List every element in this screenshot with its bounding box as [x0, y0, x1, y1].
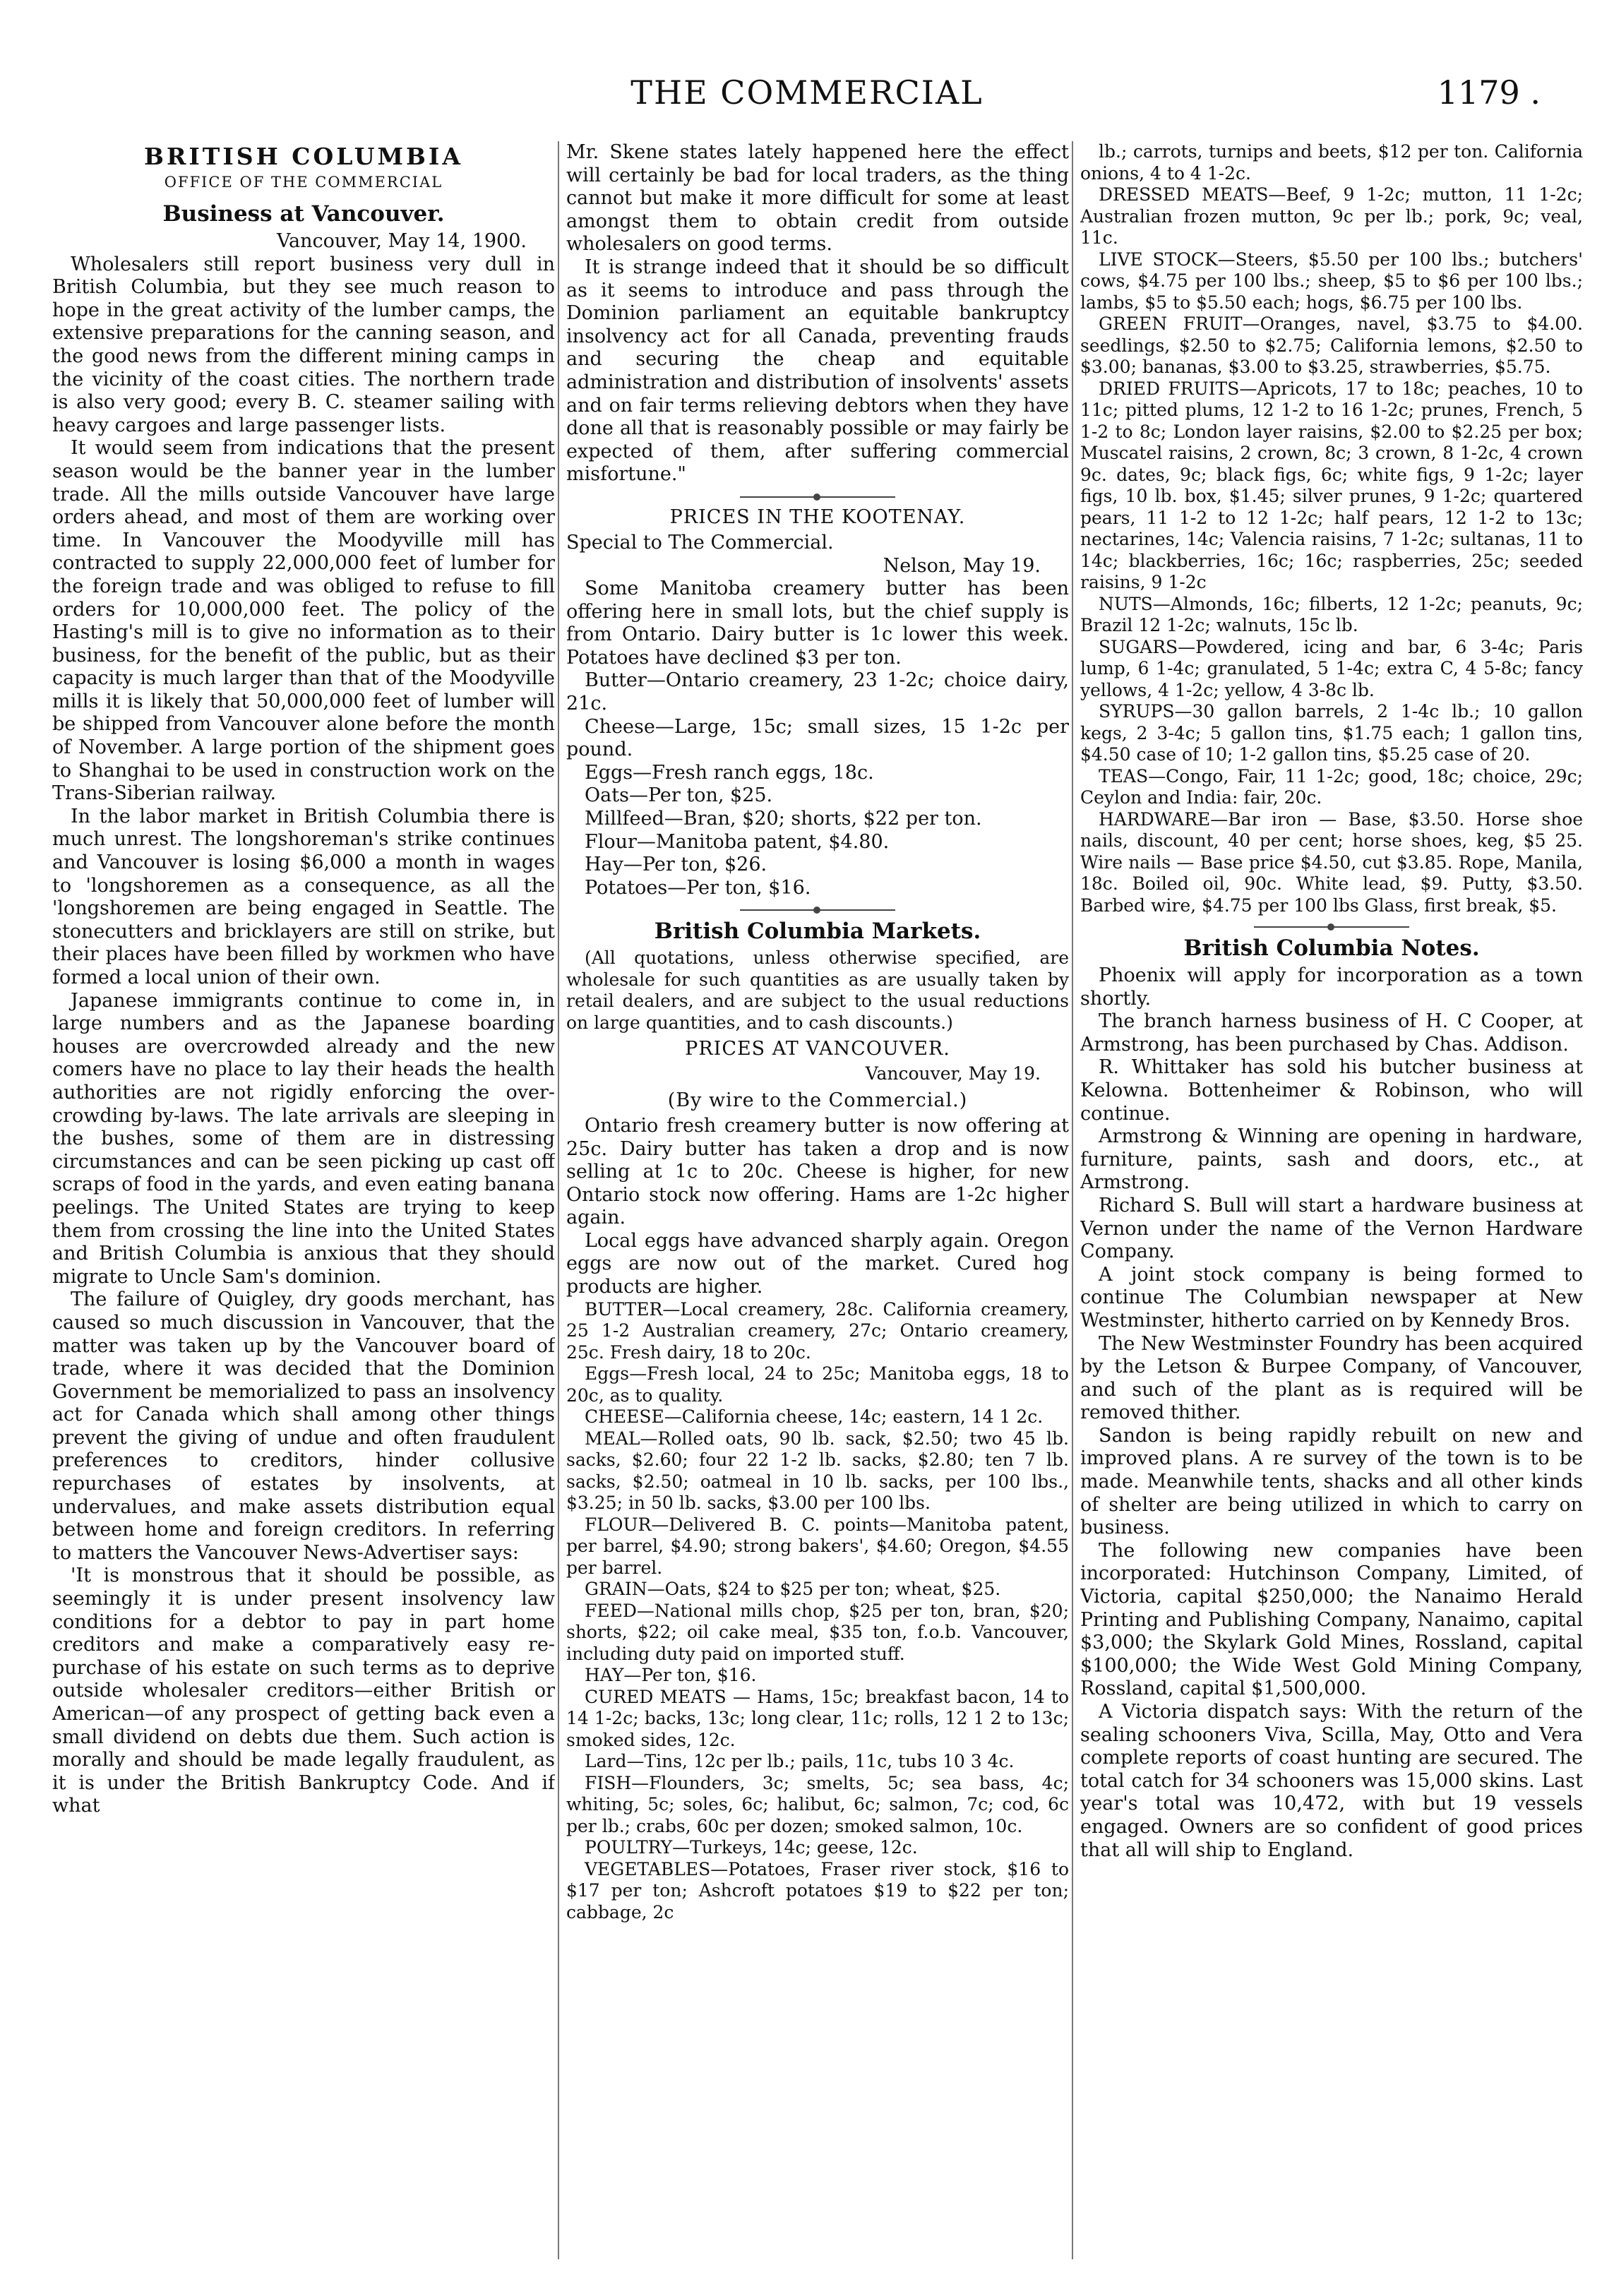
paragraph: Japanese immigrants continue to come in, in large numbers and as the Japanese boarding houses are overcrowded already and the new comers have no place to lay their heads the health authorities are not rigidly enforcing the over-crowding by-laws. The late arrivals are sleeping in the bushes, some of them are in distressing circumstances and can be seen picking up cast off scraps of food in the yards, and even eating banana peelings. The United States are trying to keep them from crossing the line into the United States and British Columbia is anxious that they should migrate to Uncle Sam's dominion.	[52, 989, 555, 1288]
column-2	[566, 141, 1069, 2273]
price-item: Millfeed—Bran, $20; shorts, $22 per ton.	[585, 808, 982, 830]
page-number: 1179 .	[1437, 73, 1541, 112]
market-item: NUTS—Almonds, 16c; filberts, 12 1-2c; peanuts, 9c; Brazil 12 1-2c; walnuts, 15c lb.	[1080, 593, 1583, 635]
running-head	[0, 68, 1614, 117]
column-rule	[558, 141, 559, 2259]
section-divider	[740, 909, 895, 911]
market-item: TEAS—Congo, Fair, 11 1-2c; good, 18c; choice, 29c; Ceylon and India: fair, 20c.	[1080, 765, 1583, 808]
markets-title: British Columbia Markets.	[654, 919, 981, 945]
paragraph: Ontario fresh creamery butter is now offering at 25c. Dairy butter has taken a drop and is now selling at 1c to 20c. Cheese is higher, for new Ontario stock now offering. Hams are 1-2c higher again.	[566, 1114, 1069, 1229]
market-item: lb.; carrots, turnips and beets, $12 per ton. California onions, 4 to 4 1-2c.	[1080, 141, 1583, 184]
section-title: BRITISH COLUMBIA	[144, 143, 463, 170]
section-divider	[1254, 926, 1409, 928]
market-item: DRIED FRUITS—Apricots, 17 to 18c; peaches, 10 to 11c; pitted plums, 12 1-2 to 16 1-2c; prunes, French, 5 1-2 to 8c; London layer raisins, $2.00 to $2.25 per box; Muscatel raisins, 2 crown, 8c; 3 crown, 8 1-2c, 4 crown 9c. dates, 9c; black figs, 6c; white figs, 9 1-2c; layer figs, 10 lb. box, $1.45; silver prunes, 9 1-2c; quartered pears, 11 1-2 to 12 1-2c; half pears, 12 1-2 to 13c; nectarines, 14c; Valencia raisins, 7 1-2c; sultanas, 11 to 14c; blackberries, 16c; 16c; raspberries, 25c; seeded raisins, 9 1-2c	[1080, 378, 1583, 592]
column-1	[52, 141, 555, 2273]
section-subtitle: OFFICE OF THE COMMERCIAL	[164, 174, 443, 191]
price-item: Hay—Per ton, $26.	[585, 854, 767, 876]
paragraph: In the labor market in British Columbia there is much unrest. The longshoreman's strike continues and Vancouver is losing $6,000 a month in wages to 'longshoremen as a consequence, as all the 'longshoremen are being engaged in Seattle. The stonecutters and bricklayers are still on strike, but their places have been filled by workmen who have formed a local union of their own.	[52, 805, 555, 988]
market-item: GRAIN—Oats, $24 to $25 per ton; wheat, $25.	[585, 1579, 1001, 1600]
paragraph: Local eggs have advanced sharply again. Oregon eggs are now out of the market. Cured hog products are higher.	[566, 1229, 1069, 1298]
paragraph: Some Manitoba creamery butter has been offering here in small lots, but the chief supply is from Ontario. Dairy butter is 1c lower this week. Potatoes have declined $3 per ton.	[566, 578, 1069, 669]
price-item: Flour—Manitoba patent, $4.80.	[585, 830, 890, 853]
paragraph: Wholesalers still report business very dull in British Columbia, but they see much reason to hope in the great activity of the lumber camps, the extensive preparations for the canning season, and the good news from the different mining camps in the vicinity of the coast cities. The northern trade is also very good; every B. C. steamer sailing with heavy cargoes and large passenger lists.	[52, 253, 555, 436]
price-item: Potatoes—Per ton, $16.	[585, 876, 811, 899]
column-rule	[1072, 141, 1073, 2259]
market-item: POULTRY—Turkeys, 14c; geese, 12c.	[585, 1837, 918, 1858]
dateline: Vancouver, May 14, 1900.	[276, 230, 527, 252]
market-item: LIVE STOCK—Steers, $5.50 per 100 lbs.; butchers' cows, $4.75 per 100 lbs.; sheep, $5 to $6 per 100 lbs.; lambs, $5 to $5.50 each; hogs, $6.75 per 100 lbs.	[1080, 249, 1583, 313]
market-item: FEED—National mills chop, $25 per ton, bran, $20; shorts, $22; oil cake meal, $35 ton, f.o.b. Vancouver, including duty paid on imported stuff.	[566, 1600, 1069, 1664]
market-item: FLOUR—Delivered B. C. points—Manitoba patent, per barrel, $4.90; strong bakers', $4.60; Oregon, $4.55 per barrel.	[566, 1514, 1069, 1578]
wire-line: (By wire to the Commercial.)	[667, 1089, 968, 1111]
paragraph: It is strange indeed that it should be so difficult as it seems to introduce and pass through the Dominion parliament an equitable bankruptcy insolvency act for all Canada, preventing frauds and securing the cheap and equitable administration and distribution of insolvents' assets and on fair terms relieving debtors when they have done all that is reasonably possible or may fairly be expected of them, after suffering commercial misfortune."	[566, 256, 1069, 486]
column-3	[1080, 141, 1583, 2273]
paragraph: It would seem from indications that the present season would be the banner year in the lumber trade. All the mills outside Vancouver have large orders ahead, and most of them are working over time. In Vancouver the Moodyville mill has contracted to supply 22,000,000 feet of lumber for the foreign trade and was obliged to refuse to fill orders for 10,000,000 feet. The policy of the Hasting's mill is to give no information as to their business, for the benefit of the public, but as their capacity is much larger than that of the Moodyville mills it is likely that 50,000,000 feet of lumber will be shipped from Vancouver alone before the month of November. A large portion of the shipment goes to Shanghai to be used in construction work on the Trans-Siberian railway.	[52, 437, 555, 805]
paragraph: 'It is monstrous that it should be possible, as seemingly it is under present insolvency law conditions for a debtor to pay in part home creditors and make a comparatively easy re-purchase of his estate on such terms as to deprive outside wholesaler creditors—either British or American—of any prospect of getting back even a small dividend on debts due them. Such action is morally and should be made legally fraudulent, as it is under the British Bankruptcy Code. And if what	[52, 1565, 555, 1817]
markets-note: (All quotations, unless otherwise specified, are wholesale for such quantities as are usually taken by retail dealers, and are subject to the usual reductions on large quantities, and to cash discounts.)	[566, 947, 1069, 1033]
note: Armstrong & Winning are opening in hardware, furniture, paints, sash and doors, etc., at Armstrong.	[1080, 1125, 1583, 1194]
market-item: CURED MEATS — Hams, 15c; breakfast bacon, 14 to 14 1-2c; backs, 13c; long clear, 11c; rolls, 12 1 2 to 13c; smoked sides, 12c.	[566, 1686, 1069, 1750]
note: The following new companies have been incorporated: Hutchinson Company, Limited, of Victoria, capital $250,000; the Nanaimo Herald Printing and Publishing Company, Nanaimo, capital $3,000; the Skylark Gold Mines, Rossland, capital $100,000; the Wide West Gold Mining Company, Rossland, capital $1,500,000.	[1080, 1539, 1583, 1700]
market-item: BUTTER—Local creamery, 28c. California creamery, 25 1-2 Australian creamery, 27c; Ontario creamery, 25c. Fresh dairy, 18 to 20c.	[566, 1298, 1069, 1363]
market-item: MEAL—Rolled oats, 90 lb. sack, $2.50; two 45 lb. sacks, $2.60; four 22 1-2 lb. sacks, $2.80; ten 7 lb. sacks, $2.50; oatmeal in 10 lb. sacks, per 100 lbs., $3.25; in 50 lb. sacks, $3.00 per 100 lbs.	[566, 1428, 1069, 1514]
market-item: FISH—Flounders, 3c; smelts, 5c; sea bass, 4c; whiting, 5c; soles, 6c; halibut, 6c; salmon, 7c; cod, 6c per lb.; crabs, 60c per dozen; smoked salmon, 10c.	[566, 1772, 1069, 1836]
market-items-continued	[1080, 141, 1583, 916]
note: Phoenix will apply for incorporation as a town shortly.	[1080, 964, 1583, 1010]
notes-title: British Columbia Notes.	[1183, 935, 1480, 961]
markets-subhead: PRICES AT VANCOUVER.	[685, 1038, 950, 1060]
note: R. Whittaker has sold his butcher business at Kelowna. Bottenheimer & Robinson, who will continue.	[1080, 1056, 1583, 1125]
market-item: SYRUPS—30 gallon barrels, 2 1-4c lb.; 10 gallon kegs, 2 3-4c; 5 gallon tins, $1.75 each; 1 gallon tins, $4.50 case of 10; 1-2 gallon tins, $5.25 case of 20.	[1080, 701, 1583, 765]
market-items	[566, 1299, 1069, 1924]
market-item: Lard—Tins, 12c per lb.; pails, 11c, tubs 10 3 4c.	[585, 1751, 1015, 1772]
kootenay-title: PRICES IN THE KOOTENAY.	[669, 506, 966, 528]
article-title: Business at Vancouver.	[162, 201, 445, 227]
market-item: HAY—Per ton, $16.	[585, 1665, 757, 1686]
publication-title: THE COMMERCIAL	[630, 73, 984, 112]
price-item: Cheese—Large, 15c; small sizes, 15 1-2c per pound.	[566, 715, 1069, 761]
note: Sandon is being rapidly rebuilt on new and improved plans. A re survey of the town is to be made. Meanwhile tents, shacks and all other kinds of shelter are being utilized in which to carry on business.	[1080, 1424, 1583, 1539]
section-divider	[740, 496, 895, 498]
paragraph: Mr. Skene states lately happened here the effect will certainly be bad for local traders, as the thing cannot but make it more difficult for some at least amongst them to obtain credit from outside wholesalers on good terms.	[566, 141, 1069, 256]
note: A joint stock company is being formed to continue The Columbian newspaper at New Westminster, hitherto carried on by Kennedy Bros.	[1080, 1263, 1583, 1332]
market-item: GREEN FRUIT—Oranges, navel, $3.75 to $4.00. seedlings, $2.50 to $2.75; California lemons, $2.50 to $3.00; bananas, $3.00 to $3.25, strawberries, $5.75.	[1080, 313, 1583, 377]
price-item: Eggs—Fresh ranch eggs, 18c.	[585, 761, 874, 784]
market-item: CHEESE—California cheese, 14c; eastern, 14 1 2c.	[585, 1406, 1044, 1428]
paragraph: The failure of Quigley, dry goods merchant, has caused so much discussion in Vancouver, that the matter was taken up by the Vancouver board of trade, where it was decided that the Dominion Government be memorialized to pass an insolvency act for Canada which shall among other things prevent the giving of undue and often fraudulent preferences to creditors, hinder collusive repurchases of estates by insolvents, at undervalues, and make assets distribution equal between home and foreign creditors. In referring to matters the Vancouver News-Advertiser says:	[52, 1288, 555, 1564]
note: A Victoria dispatch says: With the return of the sealing schooners Viva, Scilla, May, Otto and Vera complete reports of coast hunting are secured. The total catch for 34 schooners was 15,000 skins. Last year's total was 10,472, with but 19 vessels engaged. Owners are so confident of good prices that all will ship to England.	[1080, 1701, 1583, 1861]
market-item: SUGARS—Powdered, icing and bar, 6 3-4c; Paris lump, 6 1-4c; granulated, 5 1-4c; extra C, 4 5-8c; fancy yellows, 4 1-2c; yellow, 4 3-8c lb.	[1080, 636, 1583, 700]
note: The branch harness business of H. C Cooper, at Armstrong, has been purchased by Chas. Addison.	[1080, 1010, 1583, 1056]
special-line: Special to The Commercial.	[566, 531, 834, 554]
market-item: VEGETABLES—Potatoes, Fraser river stock, $16 to $17 per ton; Ashcroft potatoes $19 to $22 per ton; cabbage, 2c	[566, 1858, 1069, 1923]
market-item: HARDWARE—Bar iron — Base, $3.50. Horse shoe nails, discount, 40 per cent; horse shoes, keg, $5 25. Wire nails — Base price $4.50, cut $3.85. Rope, Manila, 18c. Boiled oil, 90c. White lead, $9. Putty, $3.50. Barbed wire, $4.75 per 100 lbs Glass, first break, $5.	[1080, 808, 1583, 916]
dateline: Nelson, May 19.	[883, 554, 1041, 577]
price-item: Butter—Ontario creamery, 23 1-2c; choice dairy, 21c.	[566, 669, 1069, 715]
markets-body	[566, 947, 1069, 1113]
dateline: Vancouver, May 19.	[865, 1063, 1041, 1084]
note: The New Westminster Foundry has been acquired by the Letson & Burpee Company, of Vancouver, and such of the plant as is required will be removed thither.	[1080, 1332, 1583, 1424]
note: Richard S. Bull will start a hardware business at Vernon under the name of the Vernon Hardware Company.	[1080, 1194, 1583, 1263]
market-item: Eggs—Fresh local, 24 to 25c; Manitoba eggs, 18 to 20c, as to quality.	[566, 1363, 1069, 1406]
market-item: DRESSED MEATS—Beef, 9 1-2c; mutton, 11 1-2c; Australian frozen mutton, 9c per lb.; pork, 9c; veal, 11c.	[1080, 184, 1583, 248]
price-item: Oats—Per ton, $25.	[585, 784, 773, 807]
